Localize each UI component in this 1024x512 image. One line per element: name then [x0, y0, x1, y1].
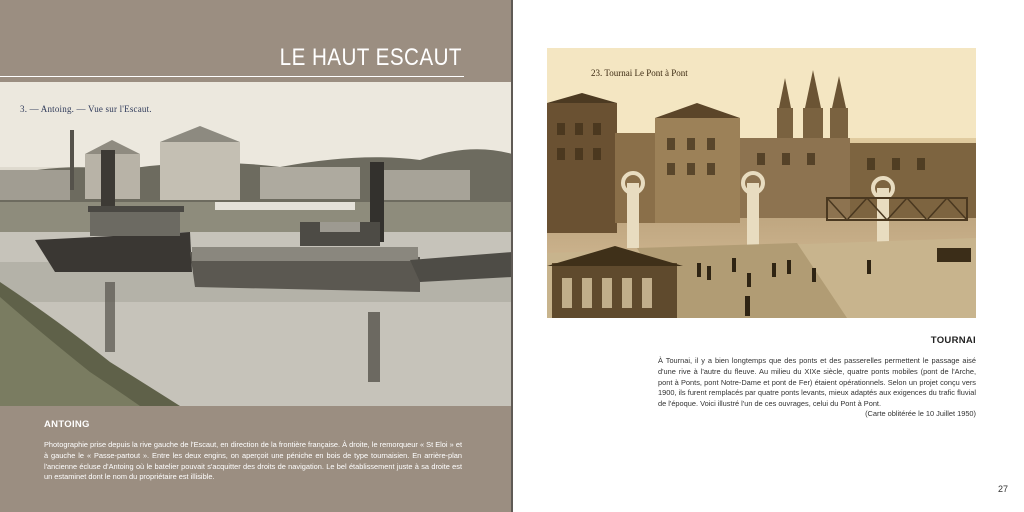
caption-body-tournai: À Tournai, il y a bien longtemps que des ponts et des passerelles permettent le passage aisé d'une rive à l'autre du fleuve. Au milieu du XIXe siècle, quatre ponts mobiles (pont de l'Arche, pont à Ponts, pont Notre-Dame et pont de Fer) étaient opérationnels. Selon un projet conçu vers 1900, ils furent remplacés par quatre ponts levants, mieux adaptés aux exigences du trafic fluvial de l'époque. Voici illustré l'un de ces ouvrages, celui du Pont à Pont. [658, 356, 976, 409]
page-gutter [511, 0, 513, 512]
chapter-title: LE HAUT ESCAUT [279, 44, 462, 71]
postcard-caption-right: 23. Tournai Le Pont à Pont [591, 68, 688, 78]
caption-note-tournai: (Carte oblitérée le 10 Juillet 1950) [865, 409, 976, 418]
caption-body-antoing: Photographie prise depuis la rive gauche de l'Escaut, en direction de la frontière française. À droite, le remorqueur « St Eloi » et à gauche le « Passe-partout ». Entre les deux engins, on aperçoit une péniche en bois de type tournaisien. En arrière-plan l'ancienne écluse d'Antoing où le batelier pouvait s'acquitter des droits de navigation. Le bel établissement juste à sa droite est un estaminet dont le nom du propriétaire est illisible. [44, 440, 462, 482]
tournai-photo-illustration [547, 48, 976, 318]
caption-heading-antoing: ANTOING [44, 419, 90, 430]
antoing-postcard-photo [0, 82, 512, 406]
tournai-postcard-photo [547, 48, 976, 318]
page-number: 27 [997, 484, 1008, 494]
antoing-photo-illustration [0, 82, 512, 406]
title-rule [0, 76, 464, 77]
caption-heading-tournai: TOURNAI [930, 335, 976, 346]
postcard-caption-left: 3. — Antoing. — Vue sur l'Escaut. [20, 104, 152, 114]
